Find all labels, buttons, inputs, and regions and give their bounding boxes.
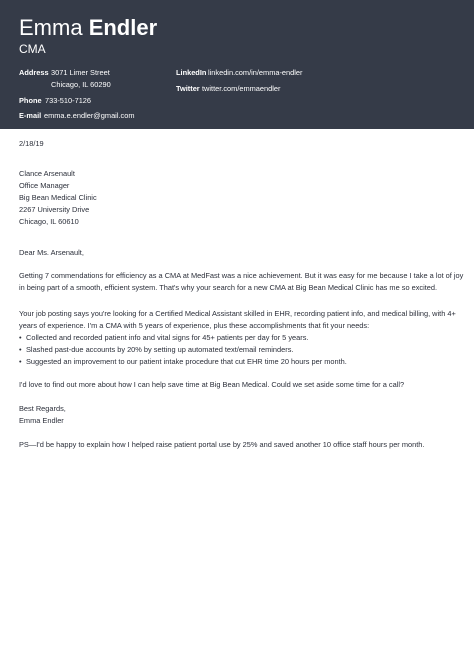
recipient-name: Clance Arsenault: [19, 169, 75, 178]
recipient-street: 2267 University Drive: [19, 205, 90, 214]
closing: Best Regards,: [19, 404, 66, 413]
address-line1: 3071 Limer Street: [51, 68, 110, 77]
phone-label: Phone: [19, 96, 42, 105]
paragraph-2-line-2: years of experience. I'm a CMA with 5 years of experience, plus these accomplishments that fit your needs:: [19, 321, 370, 330]
last-name: Endler: [88, 15, 158, 40]
applicant-name: [19, 15, 157, 41]
recipient-title: Office Manager: [19, 181, 70, 190]
recipient-company: Big Bean Medical Clinic: [19, 193, 97, 202]
postscript: PS—I'd be happy to explain how I helped raise patient portal use by 25% and saved another 10 office staff hours per month.: [19, 440, 425, 449]
address-line2: Chicago, IL 60290: [51, 80, 111, 89]
recipient-city: Chicago, IL 60610: [19, 217, 79, 226]
first-name: Emma: [19, 15, 83, 40]
twitter-link[interactable]: twitter.com/emmaendler: [202, 84, 281, 93]
paragraph-2-line-1: Your job posting says you're looking for a Certified Medical Assistant skilled in EHR, recording patient info, and medical billing, with 4+: [19, 309, 456, 318]
paragraph-1-line-2: in being part of a smooth, efficient system. That's why your search for a new CMA at Big Bean Medical Clinic has me so excited.: [19, 283, 438, 292]
salutation: Dear Ms. Arsenault,: [19, 248, 84, 257]
list-item: • Collected and recorded patient info and vital signs for 45+ patients per day for 5 years.: [19, 333, 347, 345]
signature-name: Emma Endler: [19, 416, 64, 425]
list-item: • Suggested an improvement to our patient intake procedure that cut EHR time 20 hours per month.: [19, 357, 347, 369]
twitter-label: Twitter: [176, 84, 200, 93]
email-value[interactable]: emma.e.endler@gmail.com: [44, 111, 135, 120]
letter-date: 2/18/19: [19, 139, 44, 148]
email-label: E-mail: [19, 111, 42, 120]
job-title: CMA: [19, 42, 46, 56]
paragraph-1-line-1: Getting 7 commendations for efficiency as a CMA at MedFast was a nice achievement. But it was easy for me because I take a lot of joy: [19, 271, 464, 280]
accomplishment-list: [19, 333, 347, 369]
paragraph-3: I'd love to find out more about how I can help save time at Big Bean Medical. Could we set aside some time for a call?: [19, 380, 405, 389]
list-item: • Slashed past-due accounts by 20% by setting up automated text/email reminders.: [19, 345, 347, 357]
resume-header: [0, 0, 474, 129]
linkedin-label: LinkedIn: [176, 68, 207, 77]
phone-value[interactable]: 733-510-7126: [45, 96, 92, 105]
address-label: Address: [19, 68, 49, 77]
linkedin-link[interactable]: linkedin.com/in/emma-endler: [208, 68, 303, 77]
